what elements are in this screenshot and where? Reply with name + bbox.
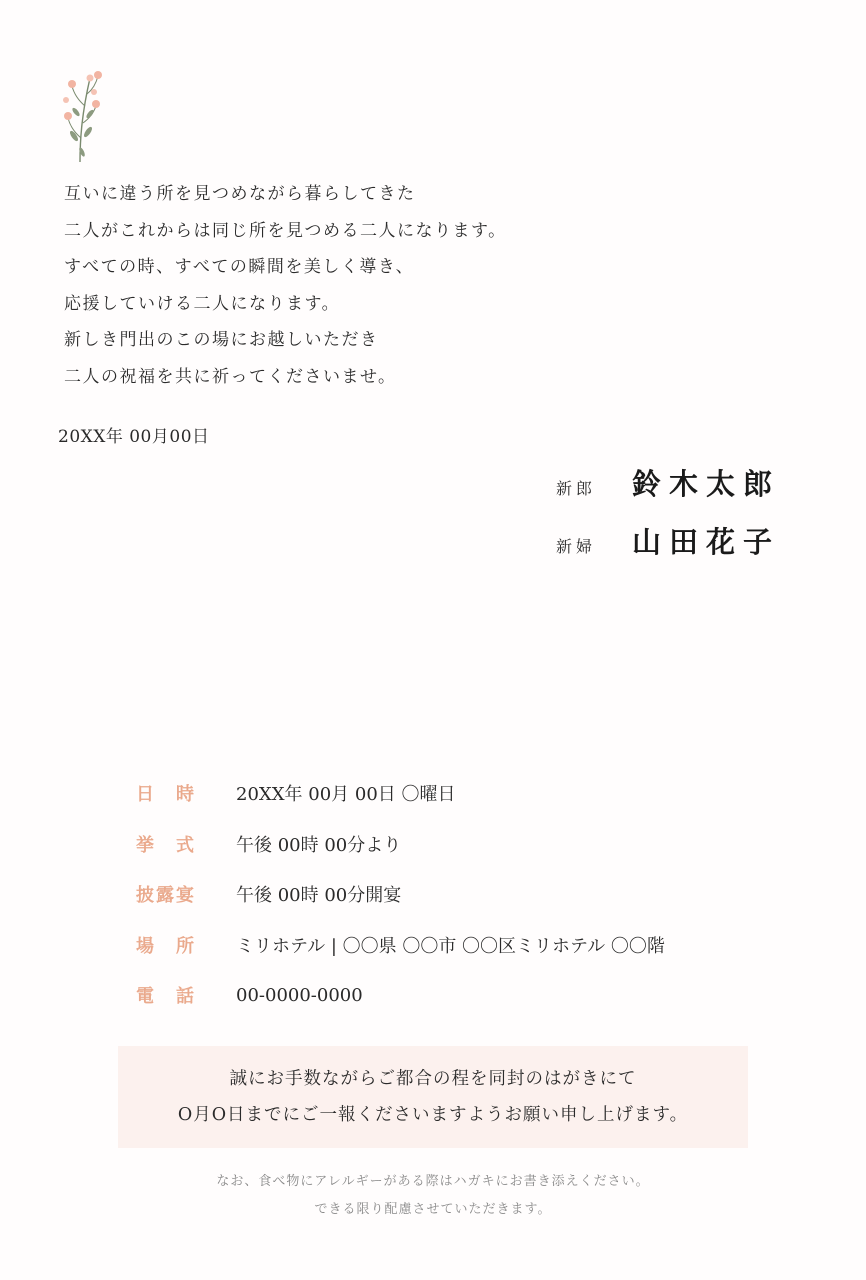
detail-label: 電 話 <box>136 986 196 1008</box>
rsvp-line: 誠にお手数ながらご都合の程を同封のはがきにて <box>229 1069 637 1089</box>
detail-row-ceremony <box>136 819 776 870</box>
event-details <box>136 768 776 1021</box>
detail-label: 披露宴 <box>136 885 196 907</box>
detail-value: 午後 00時 00分開宴 <box>236 885 402 907</box>
detail-label: 場 所 <box>136 935 196 957</box>
allergy-note <box>0 1168 866 1224</box>
greeting-message <box>64 176 624 395</box>
letter-date: 20XX年 00月00日 <box>58 427 210 447</box>
bride-name: 山田花子 <box>632 525 781 559</box>
detail-value: 20XX年 00月 00日 〇曜日 <box>236 784 456 806</box>
detail-row-venue <box>136 920 776 971</box>
groom-name: 鈴木太郎 <box>632 467 781 501</box>
rsvp-notice <box>118 1046 748 1148</box>
detail-value: ミリホテル | 〇〇県 〇〇市 〇〇区ミリホテル 〇〇階 <box>236 935 665 957</box>
bride-role: 新婦 <box>556 537 597 556</box>
detail-row-datetime <box>136 768 776 819</box>
groom-row <box>556 462 796 520</box>
detail-label: 日 時 <box>136 784 196 806</box>
detail-value: 00-0000-0000 <box>236 984 363 1006</box>
couple-names <box>556 462 796 578</box>
greeting-line: 互いに違う所を見つめながら暮らしてきた <box>64 184 416 204</box>
detail-value: 午後 00時 00分より <box>236 834 402 856</box>
bride-row <box>556 520 796 578</box>
flower-sprig-icon <box>58 68 108 164</box>
detail-row-phone <box>136 970 776 1021</box>
detail-row-reception <box>136 869 776 920</box>
note-line: できる限り配慮させていただきます。 <box>314 1202 552 1217</box>
greeting-line: 応援していける二人になります。 <box>64 293 341 314</box>
rsvp-line: O月O日までにご一報くださいますようお願い申し上げます。 <box>177 1105 689 1125</box>
detail-label: 挙 式 <box>136 834 196 856</box>
greeting-line: 新しき門出のこの場にお越しいただき <box>64 330 379 350</box>
greeting-line: 二人の祝福を共に祈ってくださいませ。 <box>64 366 397 387</box>
greeting-line: すべての時、すべての瞬間を美しく導き、 <box>64 257 415 277</box>
greeting-line: 二人がこれからは同じ所を見つめる二人になります。 <box>64 220 507 241</box>
note-line: なお、食べ物にアレルギーがある際はハガキにお書き添えください。 <box>216 1174 650 1189</box>
groom-role: 新郎 <box>556 479 597 498</box>
